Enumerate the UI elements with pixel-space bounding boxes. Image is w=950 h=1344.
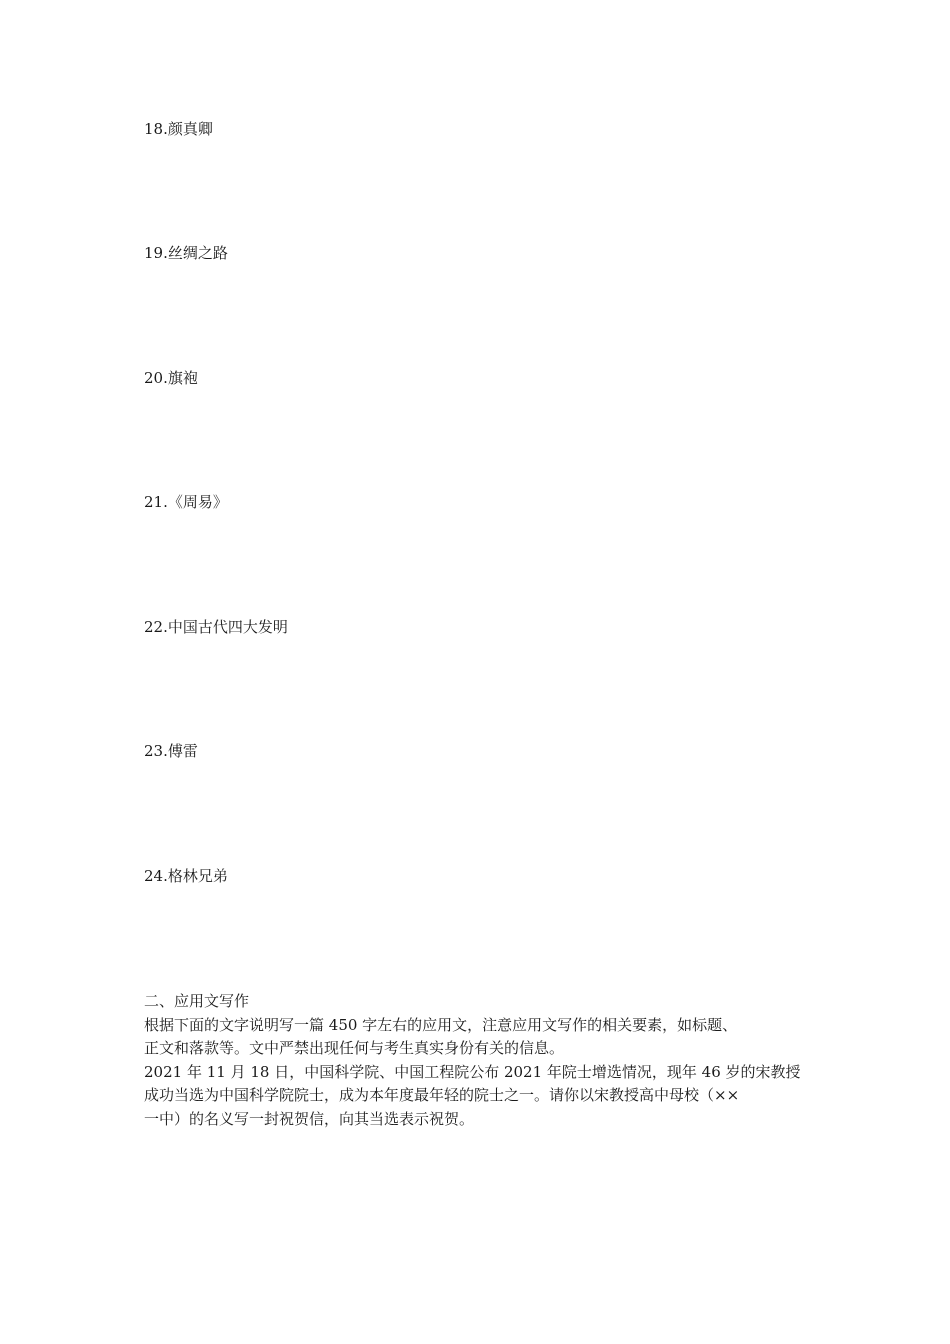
writing-section <box>144 990 824 1131</box>
instruction-line: 正文和落款等。文中严禁出现任何与考生真实身份有关的信息。 <box>144 1039 565 1057</box>
list-item: 24.格林兄弟 <box>144 867 228 885</box>
section-heading: 二、应用文写作 <box>144 992 250 1010</box>
prompt-line: 一中）的名义写一封祝贺信，向其当选表示祝贺。 <box>144 1109 475 1128</box>
list-item: 23.傅雷 <box>144 742 198 760</box>
prompt-line: 2021 年 11 月 18 日，中国科学院、中国工程院公布 2021 年院士增选情况，现年 46 岁的宋教授 <box>144 1062 801 1081</box>
prompt-text <box>144 1061 824 1132</box>
list-item: 18.颜真卿 <box>144 120 213 138</box>
list-item: 19.丝绸之路 <box>144 244 228 262</box>
prompt-line: 成功当选为中国科学院院士，成为本年度最年轻的院士之一。请你以宋教授高中母校（×× <box>144 1086 740 1104</box>
list-item: 22.中国古代四大发明 <box>144 618 288 636</box>
list-item: 21.《周易》 <box>144 493 228 511</box>
instruction-line: 根据下面的文字说明写一篇 450 字左右的应用文，注意应用文写作的相关要素，如标题、 <box>144 1015 738 1034</box>
list-item: 20.旗袍 <box>144 369 198 387</box>
instruction-text <box>144 1014 824 1061</box>
